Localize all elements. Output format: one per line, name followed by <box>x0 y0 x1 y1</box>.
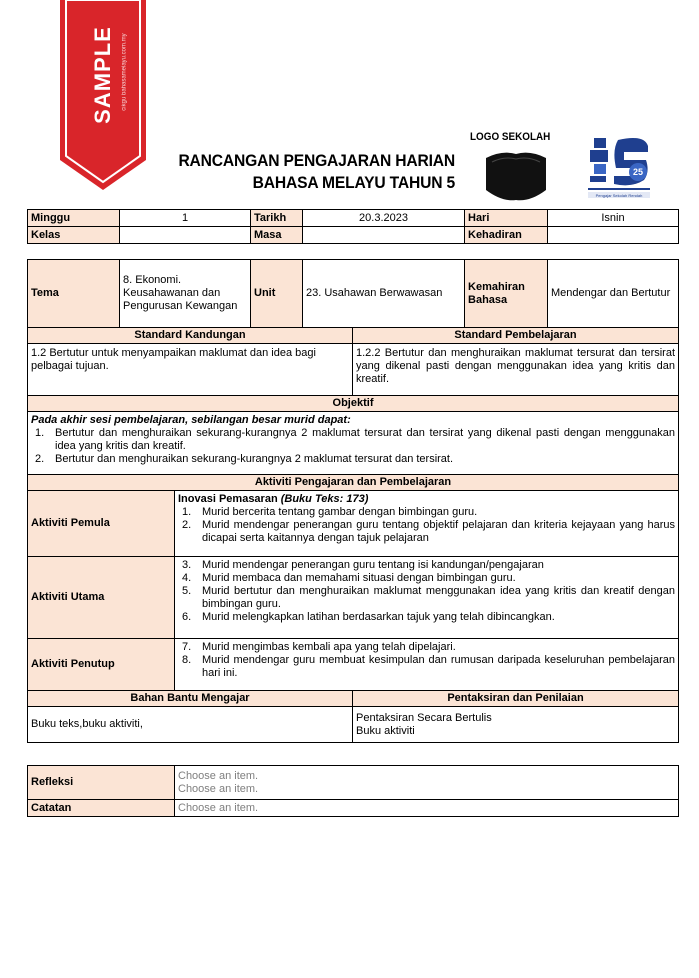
objektif-header: Objektif <box>28 396 679 412</box>
standard-kandungan-header: Standard Kandungan <box>28 328 353 344</box>
kpm-caption: Pengajar Sekolah Rendah <box>595 193 643 198</box>
kehadiran-value[interactable] <box>548 227 679 244</box>
bahan-value[interactable]: Buku teks,buku aktiviti, <box>28 707 353 743</box>
school-logo-placeholder-icon <box>482 150 550 202</box>
aktiviti-step: 1. Murid bercerita tentang gambar dengan bimbingan guru. <box>182 506 478 518</box>
hari-label: Hari <box>465 210 548 227</box>
aktiviti-step: 2. Murid mendengar penerangan guru tentang objektif pelajaran dan kriteria kejayaan yang harus dicapai serta kaitannya dengan tajuk pelajaran <box>182 519 676 544</box>
masa-value[interactable] <box>303 227 465 244</box>
title-line-2: BAHASA MELAYU TAHUN 5 <box>252 173 455 192</box>
aktiviti-pemula-list <box>178 506 675 545</box>
aktiviti-utama-list <box>178 559 675 624</box>
kelas-value[interactable] <box>120 227 251 244</box>
refleksi-dropdown[interactable] <box>175 766 679 800</box>
bahan-header: Bahan Bantu Mengajar <box>28 691 353 707</box>
objektif-item: 2. Bertutur dan menghuraikan sekurang-kurangnya 2 maklumat tersurat dan tersirat. <box>35 453 454 465</box>
aktiviti-step: 4. Murid membaca dan memahami situasi dengan bimbingan guru. <box>182 572 516 584</box>
catatan-dropdown[interactable]: Choose an item. <box>175 800 679 817</box>
pentaksiran-line-1: Pentaksiran Secara Bertulis <box>356 711 492 724</box>
svg-text:25: 25 <box>632 167 644 177</box>
kehadiran-label: Kehadiran <box>465 227 548 244</box>
aktiviti-step: 3. Murid mendengar penerangan guru tentang isi kandungan/pengajaran <box>182 559 544 571</box>
refleksi-table <box>27 765 679 817</box>
tarikh-value[interactable]: 20.3.2023 <box>303 210 465 227</box>
sample-ribbon-subtext: cikgu bahasamelayu.com.my <box>122 33 128 111</box>
catatan-label: Catatan <box>28 800 175 817</box>
refleksi-label: Refleksi <box>28 766 175 800</box>
aktiviti-step: 8. Murid mendengar guru membuat kesimpulan dan rumusan daripada keseluruhan pembelajaran hari ini. <box>182 654 676 679</box>
objektif-list <box>31 427 675 466</box>
standard-pembelajaran-header: Standard Pembelajaran <box>353 328 679 344</box>
aktiviti-step: 7. Murid mengimbas kembali apa yang telah dipelajari. <box>182 641 456 653</box>
pentaksiran-value[interactable] <box>353 707 679 743</box>
tarikh-label: Tarikh <box>251 210 303 227</box>
objektif-intro: Pada akhir sesi pembelajaran, sebilangan besar murid dapat: <box>31 414 351 426</box>
refleksi-choice-2[interactable]: Choose an item. <box>178 782 259 795</box>
unit-label: Unit <box>251 260 303 328</box>
pentaksiran-header: Pentaksiran dan Penilaian <box>353 691 679 707</box>
aktiviti-pemula-content[interactable] <box>175 491 679 557</box>
kemahiran-value[interactable]: Mendengar dan Bertutur <box>548 260 679 328</box>
aktiviti-penutup-list <box>178 641 675 680</box>
aktiviti-penutup-label: Aktiviti Penutup <box>28 639 175 691</box>
aktiviti-pemula-label: Aktiviti Pemula <box>28 491 175 557</box>
aktiviti-penutup-content[interactable] <box>175 639 679 691</box>
unit-value[interactable]: 23. Usahawan Berwawasan <box>303 260 465 328</box>
aktiviti-header: Aktiviti Pengajaran dan Pembelajaran <box>28 475 679 491</box>
standard-kandungan-value[interactable]: 1.2 Bertutur untuk menyampaikan maklumat dan idea bagi pelbagai tujuan. <box>28 344 353 396</box>
title-line-1: RANCANGAN PENGAJARAN HARIAN <box>178 151 455 170</box>
tema-label: Tema <box>28 260 120 328</box>
hari-value[interactable]: Isnin <box>548 210 679 227</box>
masa-label: Masa <box>251 227 303 244</box>
aktiviti-utama-content[interactable] <box>175 557 679 639</box>
info-table <box>27 209 679 244</box>
kelas-label: Kelas <box>28 227 120 244</box>
tema-value[interactable]: 8. Ekonomi. Keusahawanan dan Pengurusan Kewangan <box>120 260 251 328</box>
minggu-label: Minggu <box>28 210 120 227</box>
pentaksiran-line-2: Buku aktiviti <box>356 724 415 737</box>
objektif-content[interactable] <box>28 412 679 475</box>
inovasi-line: Inovasi Pemasaran (Buku Teks: 173) <box>178 493 369 505</box>
kemahiran-label: Kemahiran Bahasa <box>465 260 548 328</box>
refleksi-choice-1[interactable]: Choose an item. <box>178 769 259 782</box>
kpm-logo-icon <box>584 130 654 202</box>
standard-pembelajaran-value[interactable]: 1.2.2 Bertutur dan menghuraikan maklumat tersurat dan tersirat yang dikenal pasti dengan menggunakan idea yang kritis dan kreatif. <box>353 344 679 396</box>
minggu-value[interactable]: 1 <box>120 210 251 227</box>
school-logo-label: LOGO SEKOLAH <box>470 131 551 143</box>
objektif-item: 1. Bertutur dan menghuraikan sekurang-kurangnya 2 maklumat tersurat dan tersirat yang dikenal pasti dengan menggunakan idea yang kritis dan kreatif. <box>35 427 676 452</box>
aktiviti-step: 6. Murid melengkapkan latihan berdasarkan tajuk yang telah dibincangkan. <box>182 611 555 623</box>
sample-ribbon-text: SAMPLE <box>90 26 115 124</box>
page-title <box>174 150 455 194</box>
aktiviti-step: 5. Murid bertutur dan menghuraikan maklumat menggunakan idea yang kritis dan kreatif dengan bimbingan guru. <box>182 585 676 610</box>
aktiviti-utama-label: Aktiviti Utama <box>28 557 175 639</box>
main-plan-table <box>27 259 679 743</box>
